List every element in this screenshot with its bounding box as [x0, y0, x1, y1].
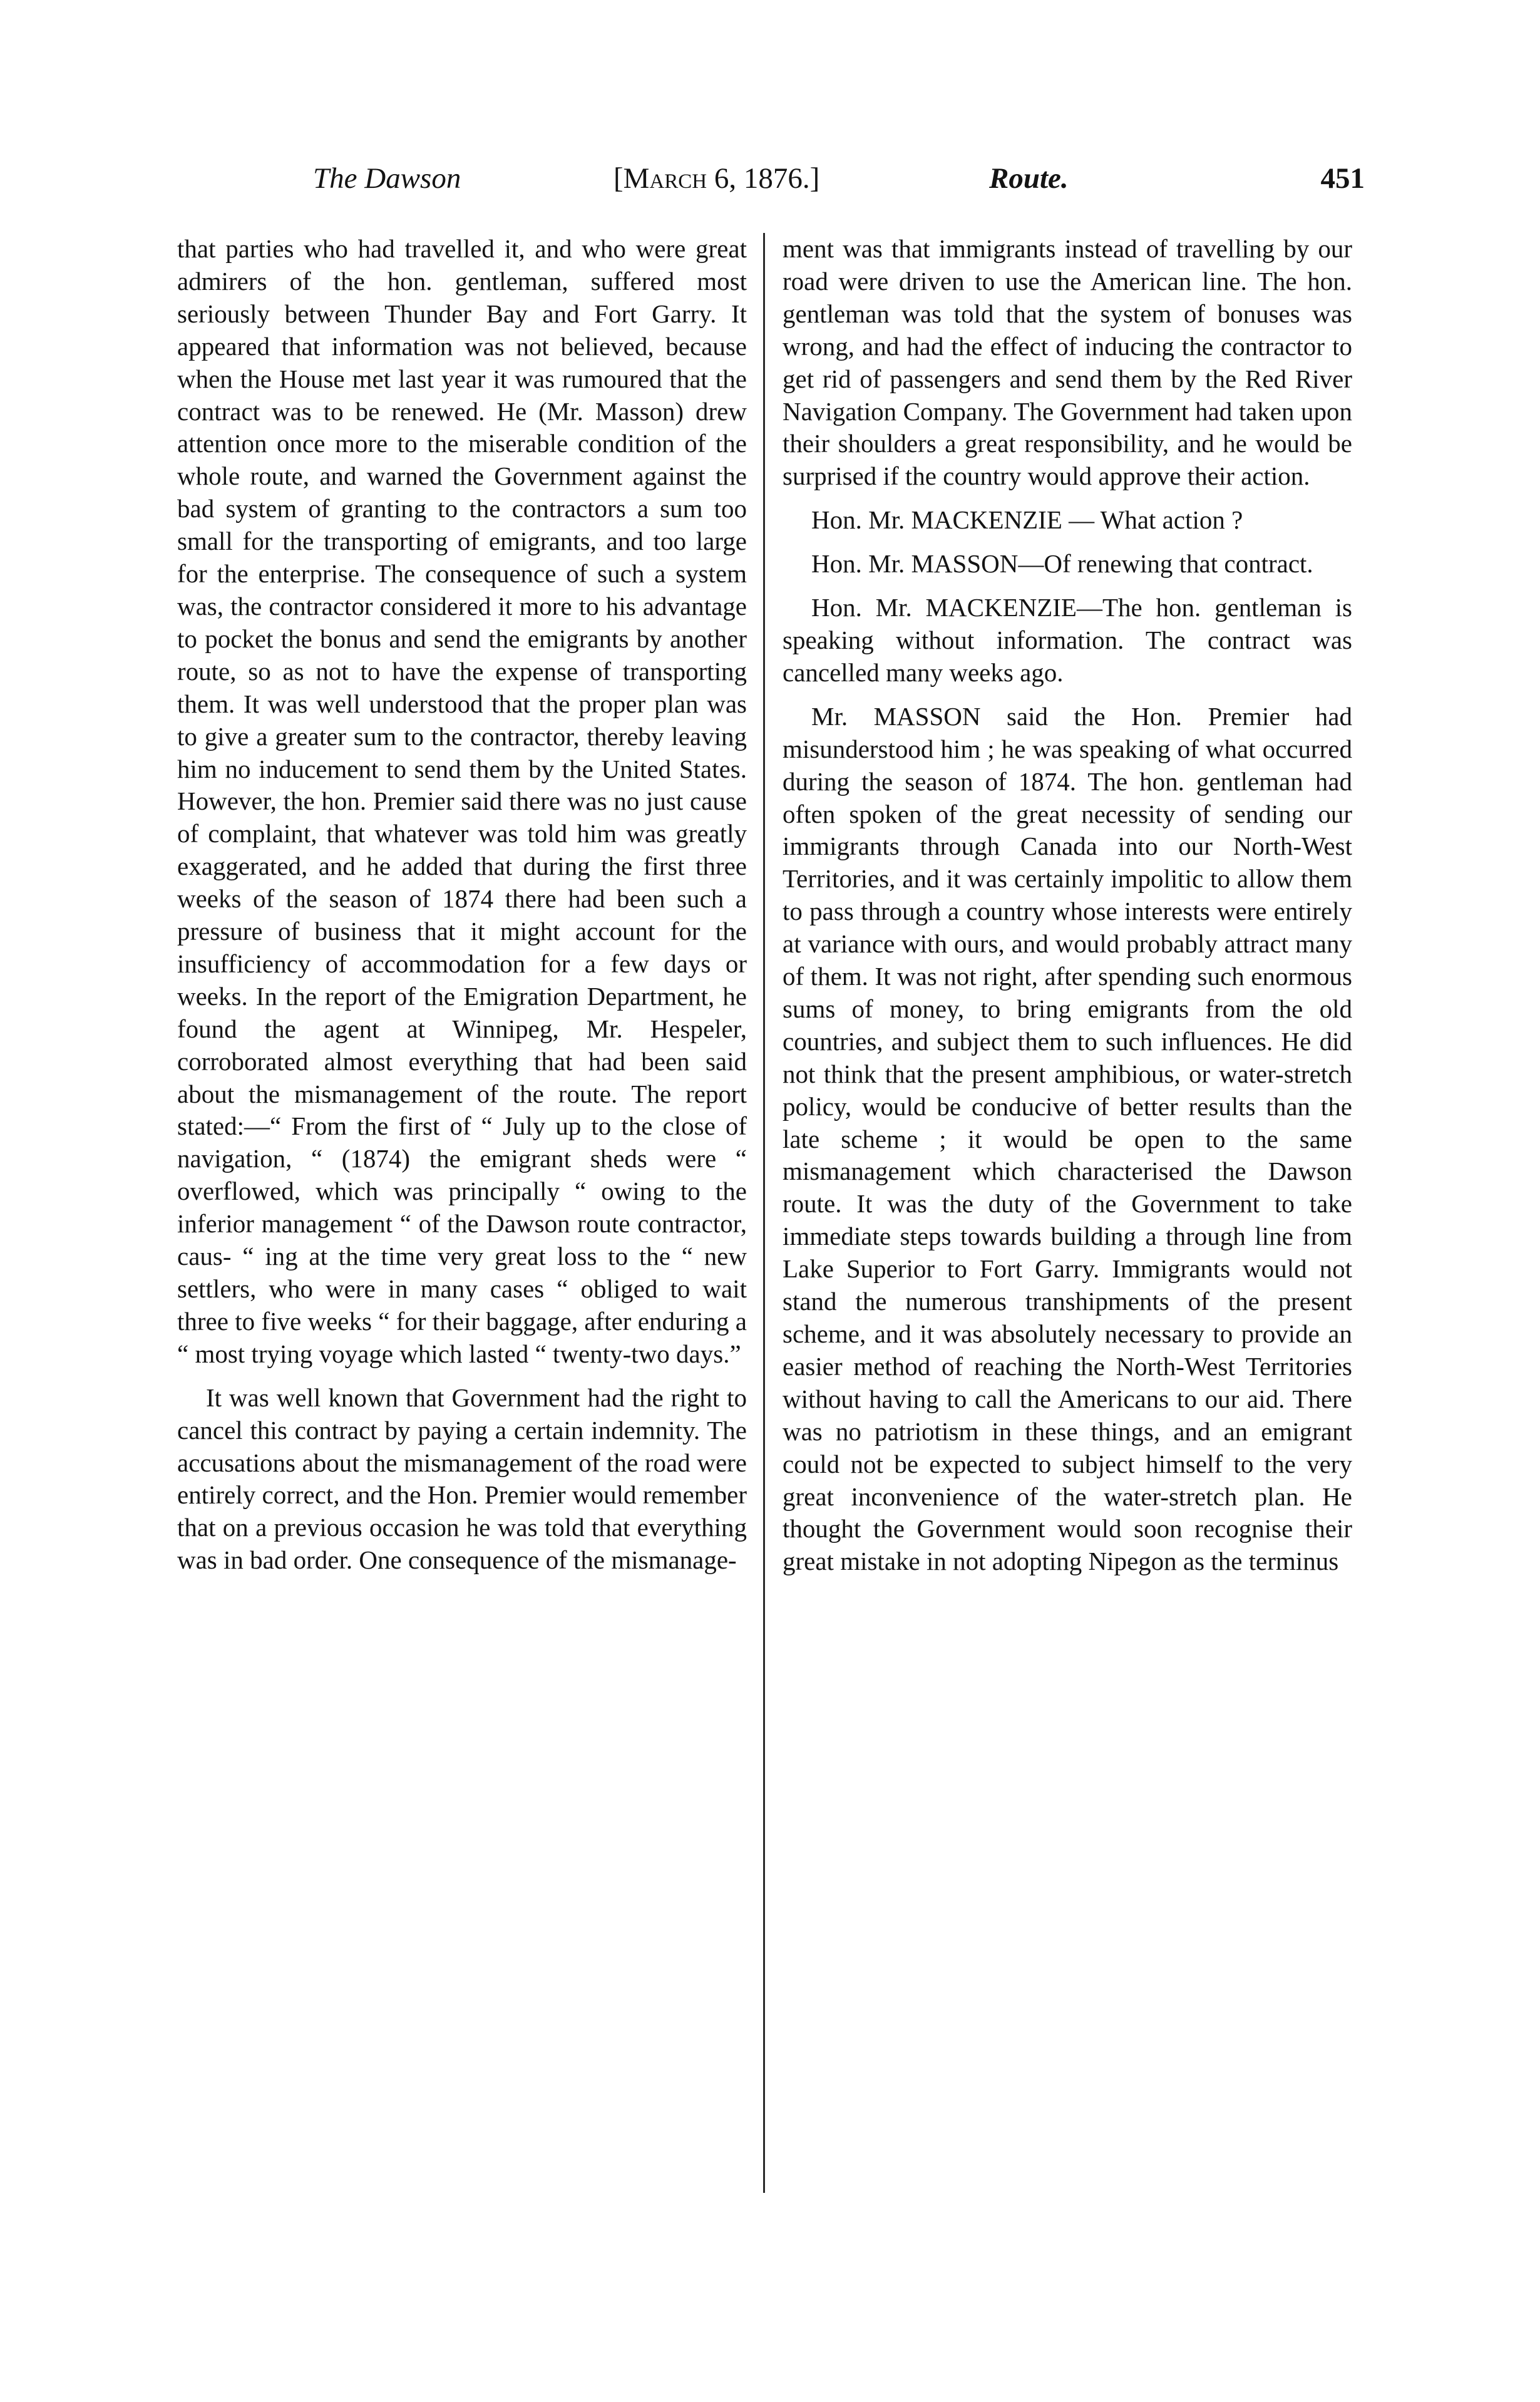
- header-day-year: 6, 1876.]: [714, 162, 820, 195]
- page-number: 451: [1320, 162, 1365, 195]
- paragraph: Mr. MASSON said the Hon. Premier had misunderstood him ; he was speaking of what occurred during the season of 1874. The hon. gentleman had often spoken of the great necessity of sending our immigrants through Canada into our North-West Territories, and it was certainly impolitic to allow them to pass through a country whose interests were entirely at variance with ours, and would probably attract many of them. It was not right, after spending such enormous sums of money, to bring emigrants from the old countries, and subject them to such influences. He did not think that the present amphibious, or water-stretch policy, would be conducive of better results than the late scheme ; it would be open to the same mismanagement which characterised the Dawson route. It was the duty of the Government to take immediate steps towards building a through line from Lake Superior to Fort Garry. Immigrants would not stand the numerous transhipments of the present scheme, and it was absolutely necessary to provide an easier method of reaching the North-West Territories without having to call the Americans to our aid. There was no patriotism in these things, and an emigrant could not be expected to subject himself to the very great inconvenience of the water-stretch plan. He thought the Government would soon recognise their great mistake in not adopting Nipegon as the terminus: [783, 701, 1352, 1576]
- header-month: March: [623, 162, 707, 195]
- paragraph: Hon. Mr. MASSON—Of renewing that contract.: [811, 549, 1313, 579]
- paragraph: Hon. Mr. MACKENZIE—The hon. gentleman is speaking without information. The contract was cancelled many weeks ago.: [783, 593, 1352, 687]
- header-bracket: [: [613, 162, 624, 195]
- left-column: [177, 233, 747, 2193]
- header-date: [613, 162, 819, 195]
- right-column: [783, 233, 1352, 2193]
- paragraph: that parties who had travelled it, and who were great admirers of the hon. gentleman, suffered most seriously between Thunder Bay and Fort Garry. It appeared that information was not believed, because when the House met last year it was rumoured that the contract was to be renewed. He (Mr. Masson) drew attention once more to the miserable condition of the whole route, and warned the Government against the bad system of granting to the contractors a sum too small for the transporting of emigrants, and too large for the enterprise. The consequence of such a system was, the contractor considered it more to his advantage to pocket the bonus and send the emigrants by another route, so as not to have the expense of transporting them. It was well understood that the proper plan was to give a greater sum to the contractor, thereby leaving him no inducement to send them by the United States. However, the hon. Premier said there was no just cause of complaint, that whatever was told him was greatly exaggerated, and he added that during the first three weeks of the season of 1874 there had been such a pressure of business that it might account for the insufficiency of accommodation for a few days or weeks. In the report of the Emigration Department, he found the agent at Winnipeg, Mr. Hespeler, corroborated almost everything that had been said about the mismanagement of the route. The report stated:—“ From the first of “ July up to the close of navigation, “ (1874) the emigrant sheds were “ overflowed, which was principally “ owing to the inferior management “ of the Dawson route contractor, caus- “ ing at the time very great loss to the “ new settlers, who were in many cases “ obliged to wait three to five weeks “ for their baggage, after enduring a “ most trying voyage which lasted “ twenty-two days.”: [177, 234, 747, 1368]
- column-divider: [763, 233, 765, 2193]
- header-title-right: Route.: [989, 162, 1069, 195]
- paragraph: ment was that immigrants instead of travelling by our road were driven to use the American line. The hon. gentleman was told that the system of bonuses was wrong, and had the effect of inducing the contractor to get rid of passengers and send them by the Red River Navigation Company. The Government had taken upon their shoulders a great responsibility, and he would be surprised if the country would approve their action.: [783, 234, 1352, 491]
- running-header: [313, 162, 1365, 212]
- header-title-left: The Dawson: [313, 162, 461, 195]
- paragraph: Hon. Mr. MACKENZIE — What action ?: [811, 505, 1243, 535]
- paragraph: It was well known that Government had the right to cancel this contract by paying a certain indemnity. The accusations about the mismanagement of the road were entirely correct, and the Hon. Premier would remember that on a previous occasion he was told that everything was in bad order. One consequence of the mismanage-: [177, 1383, 747, 1575]
